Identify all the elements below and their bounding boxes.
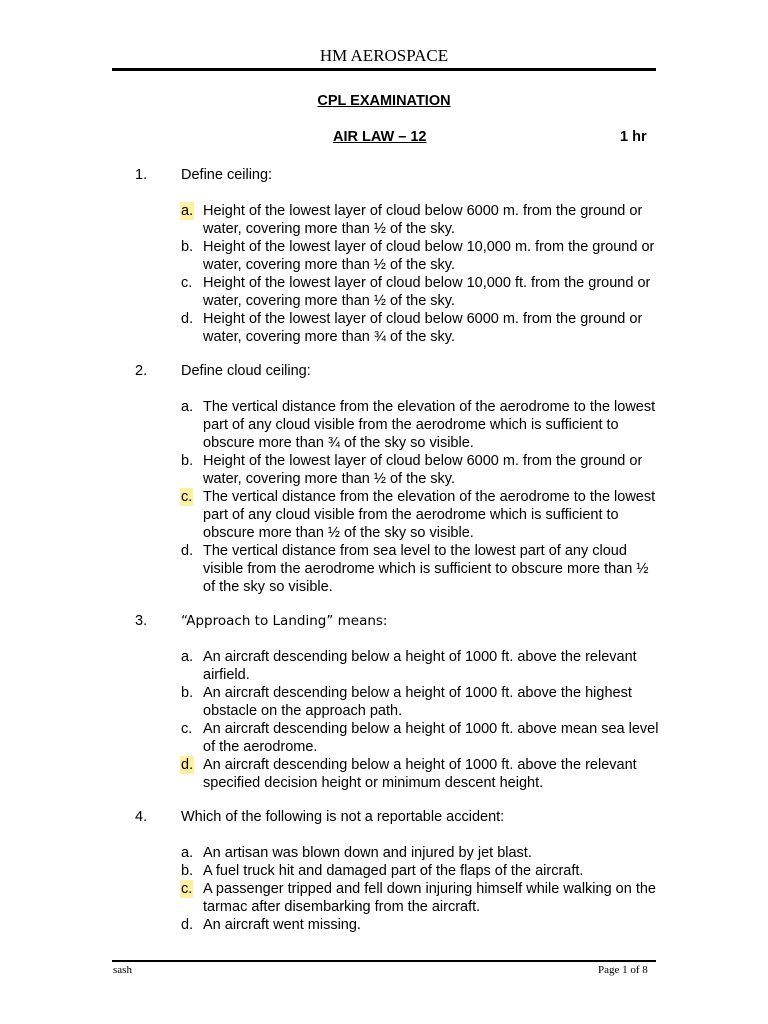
option-c: [181, 880, 661, 916]
option-letter: a.: [181, 203, 194, 219]
option-b: [181, 452, 661, 488]
header-title: HM AEROSPACE: [319, 46, 449, 65]
question-text: Define cloud ceiling:: [181, 363, 311, 379]
option-text: The vertical distance from the elevation of the aerodrome to the lowest part of any cloud visible from the aerodrome which is sufficient to obscure more than ¾ of the sky so visible.: [203, 399, 656, 451]
option-letter: b.: [181, 239, 194, 255]
option-letter: a.: [181, 649, 194, 665]
option-b: [181, 238, 661, 274]
option-text: An aircraft descending below a height of 1000 ft. above the relevant specified decision height or minimum descent height.: [203, 757, 637, 791]
question-text: “Approach to Landing” means:: [181, 613, 388, 629]
option-d: [181, 542, 661, 596]
option-a: [181, 398, 661, 452]
question-number: 2.: [135, 363, 148, 379]
option-letter: b.: [181, 863, 194, 879]
footer-author: sash: [113, 964, 132, 976]
option-text: Height of the lowest layer of cloud below 6000 m. from the ground or water, covering more than ¾ of the sky.: [203, 311, 643, 345]
option-d: [181, 310, 661, 346]
option-c: [181, 488, 661, 542]
options-list: [181, 398, 661, 596]
option-letter: c.: [181, 489, 193, 505]
option-a: [181, 202, 661, 238]
option-text: An artisan was blown down and injured by jet blast.: [203, 845, 532, 861]
question-number: 4.: [135, 809, 148, 825]
option-letter: c.: [181, 721, 193, 737]
option-text: Height of the lowest layer of cloud below 10,000 m. from the ground or water, covering more than ½ of the sky.: [203, 239, 655, 273]
option-letter: d.: [181, 917, 194, 933]
option-d: [181, 916, 661, 934]
option-c: [181, 274, 661, 310]
footer-rule: [112, 960, 656, 962]
option-text: The vertical distance from sea level to the lowest part of any cloud visible from the aerodrome which is sufficient to obscure more than ½ of the sky so visible.: [203, 543, 649, 595]
option-text: An aircraft descending below a height of 1000 ft. above the highest obstacle on the approach path.: [203, 685, 632, 719]
option-a: [181, 648, 661, 684]
option-letter: b.: [181, 453, 194, 469]
option-a: [181, 844, 661, 862]
option-c: [181, 720, 661, 756]
exam-duration: 1 hr: [620, 129, 647, 145]
options-list: [181, 202, 661, 346]
option-text: A passenger tripped and fell down injuring himself while walking on the tarmac after disembarking from the aircraft.: [203, 881, 656, 915]
option-letter: d.: [181, 543, 194, 559]
option-letter: d.: [181, 757, 194, 773]
question-number: 1.: [135, 167, 148, 183]
options-list: [181, 844, 661, 934]
options-list: [181, 648, 661, 792]
option-text: Height of the lowest layer of cloud below 10,000 ft. from the ground or water, covering more than ½ of the sky.: [203, 275, 651, 309]
option-text: An aircraft went missing.: [203, 917, 361, 933]
option-b: [181, 684, 661, 720]
option-letter: a.: [181, 399, 194, 415]
header-rule: [112, 68, 656, 71]
question-number: 3.: [135, 613, 148, 629]
option-letter: a.: [181, 845, 194, 861]
option-text: Height of the lowest layer of cloud below 6000 m. from the ground or water, covering more than ½ of the sky.: [203, 203, 643, 237]
option-text: Height of the lowest layer of cloud below 6000 m. from the ground or water, covering more than ½ of the sky.: [203, 453, 643, 487]
option-text: An aircraft descending below a height of 1000 ft. above mean sea level of the aerodrome.: [203, 721, 659, 755]
option-letter: c.: [181, 275, 193, 291]
exam-subject: AIR LAW – 12: [333, 129, 427, 145]
option-text: A fuel truck hit and damaged part of the flaps of the aircraft.: [203, 863, 584, 879]
page-number: Page 1 of 8: [598, 964, 648, 976]
option-text: The vertical distance from the elevation of the aerodrome to the lowest part of any cloud visible from the aerodrome which is sufficient to obscure more than ½ of the sky so visible.: [203, 489, 656, 541]
option-letter: c.: [181, 881, 193, 897]
option-text: An aircraft descending below a height of 1000 ft. above the relevant airfield.: [203, 649, 637, 683]
question-text: Define ceiling:: [181, 167, 273, 183]
option-d: [181, 756, 661, 792]
option-letter: d.: [181, 311, 194, 327]
exam-title: CPL EXAMINATION: [317, 93, 451, 109]
question-text: Which of the following is not a reportable accident:: [181, 809, 505, 825]
option-b: [181, 862, 661, 880]
option-letter: b.: [181, 685, 194, 701]
